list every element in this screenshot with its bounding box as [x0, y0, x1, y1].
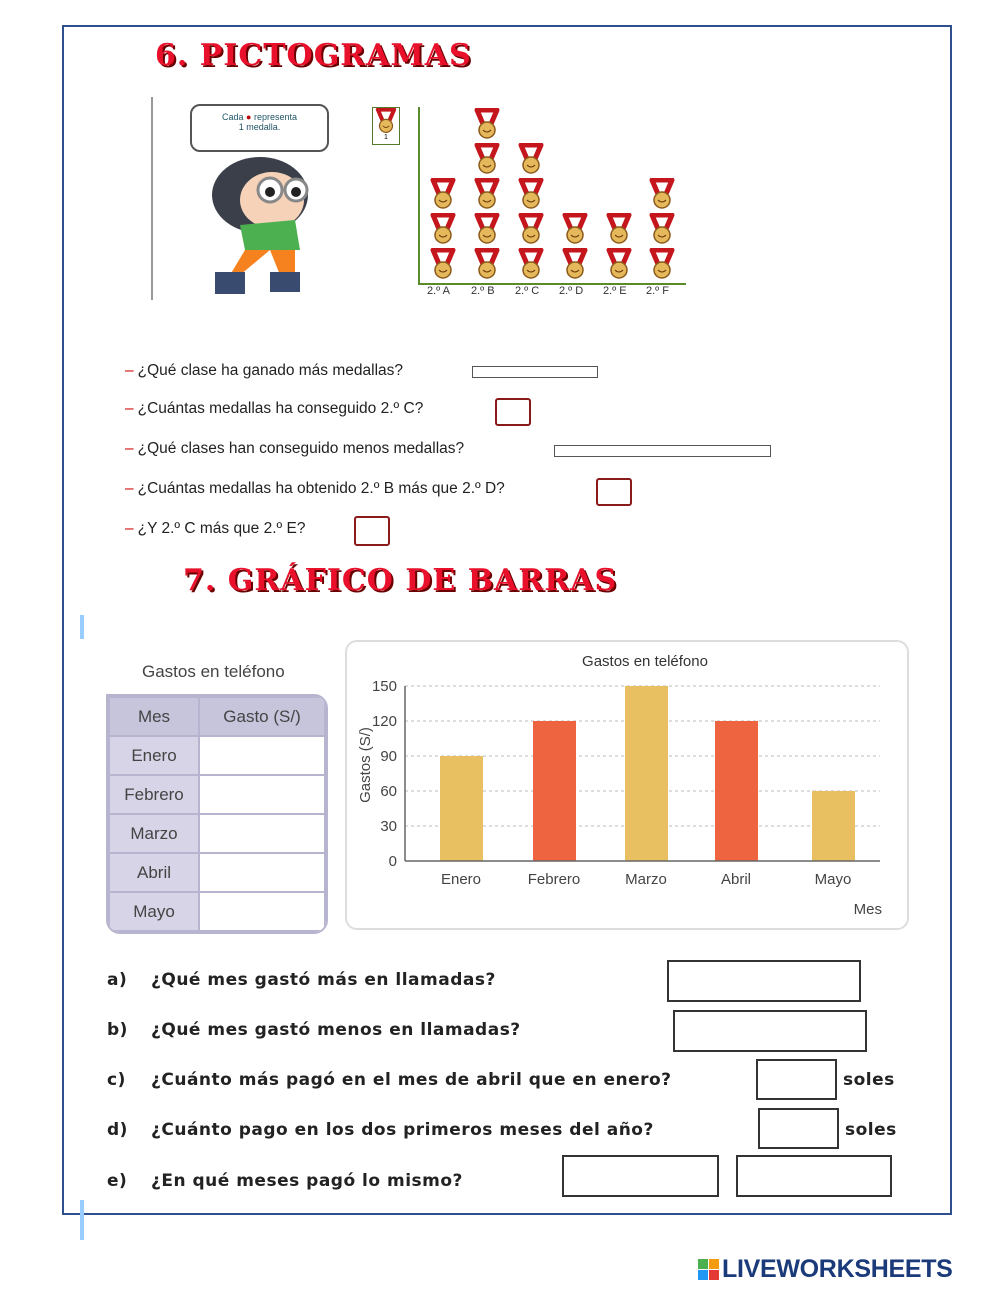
y-tick-label: 90: [380, 748, 397, 765]
x-tick-label: Marzo: [625, 871, 667, 888]
class-label: 2.º C: [515, 285, 540, 297]
bubble-text: Cada: [221, 112, 244, 122]
month-cell: Febrero: [109, 775, 199, 814]
question-text: ¿Cuántas medallas ha obtenido 2.º B más que 2.º D?: [137, 480, 505, 497]
x-axis-label: Mes: [853, 901, 882, 918]
question-text: ¿Qué mes gastó más en llamadas?: [151, 970, 496, 990]
question-text: ¿Qué clases han conseguido menos medallas?: [137, 440, 465, 457]
unit-label: soles: [845, 1120, 897, 1140]
liveworksheets-logo: [698, 1255, 953, 1284]
dash: –: [125, 520, 134, 537]
class-label: 2.º F: [646, 285, 669, 297]
column-header: Mes: [109, 697, 199, 736]
question-letter: a): [107, 970, 128, 990]
question-text: ¿En qué meses pagó lo mismo?: [151, 1171, 463, 1191]
legend-value: 1: [384, 134, 388, 141]
bar-mayo: [812, 791, 855, 861]
unit-label: soles: [843, 1070, 895, 1090]
dash: –: [125, 480, 134, 497]
month-cell: Marzo: [109, 814, 199, 853]
marker: [80, 1200, 84, 1240]
question: [107, 1070, 672, 1090]
class-label: 2.º E: [603, 285, 627, 297]
dash: –: [125, 400, 134, 417]
section7-title: 7. GRÁFICO DE BARRAS: [183, 563, 618, 598]
y-tick-label: 60: [380, 783, 397, 800]
dash: –: [125, 362, 134, 379]
bar-enero: [440, 756, 483, 861]
question: [107, 970, 496, 990]
y-tick-label: 30: [380, 818, 397, 835]
question-letter: b): [107, 1020, 128, 1040]
x-tick-label: Abril: [720, 871, 752, 888]
bubble-text: 1 medalla.: [238, 122, 281, 132]
answer-input[interactable]: [736, 1155, 892, 1197]
question-text: ¿Qué clase ha ganado más medallas?: [137, 362, 404, 379]
question: [107, 1120, 654, 1140]
bubble-text: representa: [253, 112, 297, 122]
bar-abril: [715, 721, 758, 861]
x-tick-label: Enero: [440, 871, 482, 888]
class-label: 2.º A: [427, 285, 450, 297]
logo-text: LIVEWORKSHEETS: [722, 1255, 953, 1283]
column-header: Gasto (S/): [199, 697, 325, 736]
question-text: ¿Qué mes gastó menos en llamadas?: [151, 1020, 521, 1040]
question-letter: c): [107, 1070, 126, 1090]
y-tick-label: 150: [371, 678, 397, 695]
question-letter: d): [107, 1120, 128, 1140]
logo-icon: [698, 1259, 719, 1280]
y-tick-label: 0: [388, 853, 397, 870]
chart-title: Gastos en teléfono: [582, 653, 708, 670]
section6-title: 6. PICTOGRAMAS: [155, 38, 472, 73]
answer-input[interactable]: [673, 1010, 867, 1052]
x-tick-label: Febrero: [527, 871, 581, 888]
answer-input[interactable]: [667, 960, 861, 1002]
class-label: 2.º B: [471, 285, 495, 297]
question-text: ¿Cuántas medallas ha conseguido 2.º C?: [137, 400, 424, 417]
speech-bubble: Cada ● representa 1 medalla.: [190, 104, 329, 152]
class-label: 2.º D: [559, 285, 584, 297]
dash: –: [125, 440, 134, 457]
x-tick-label: Mayo: [814, 871, 852, 888]
table-caption: Gastos en teléfono: [142, 662, 285, 681]
month-cell: Abril: [109, 853, 199, 892]
question-text: ¿Y 2.º C más que 2.º E?: [137, 520, 306, 537]
y-tick-label: 120: [371, 713, 397, 730]
bar-marzo: [625, 686, 668, 861]
answer-input[interactable]: [562, 1155, 719, 1197]
question: [107, 1020, 521, 1040]
y-axis-label: Gastos (S/): [357, 727, 374, 803]
bar-febrero: [533, 721, 576, 861]
question-letter: e): [107, 1171, 128, 1191]
question-text: ¿Cuánto pago en los dos primeros meses del año?: [151, 1120, 654, 1140]
month-cell: Mayo: [109, 892, 199, 931]
question: [107, 1171, 463, 1191]
question-text: ¿Cuánto más pagó en el mes de abril que en enero?: [151, 1070, 672, 1090]
answer-input[interactable]: [758, 1108, 839, 1149]
month-cell: Enero: [109, 736, 199, 775]
answer-input[interactable]: [756, 1059, 837, 1100]
